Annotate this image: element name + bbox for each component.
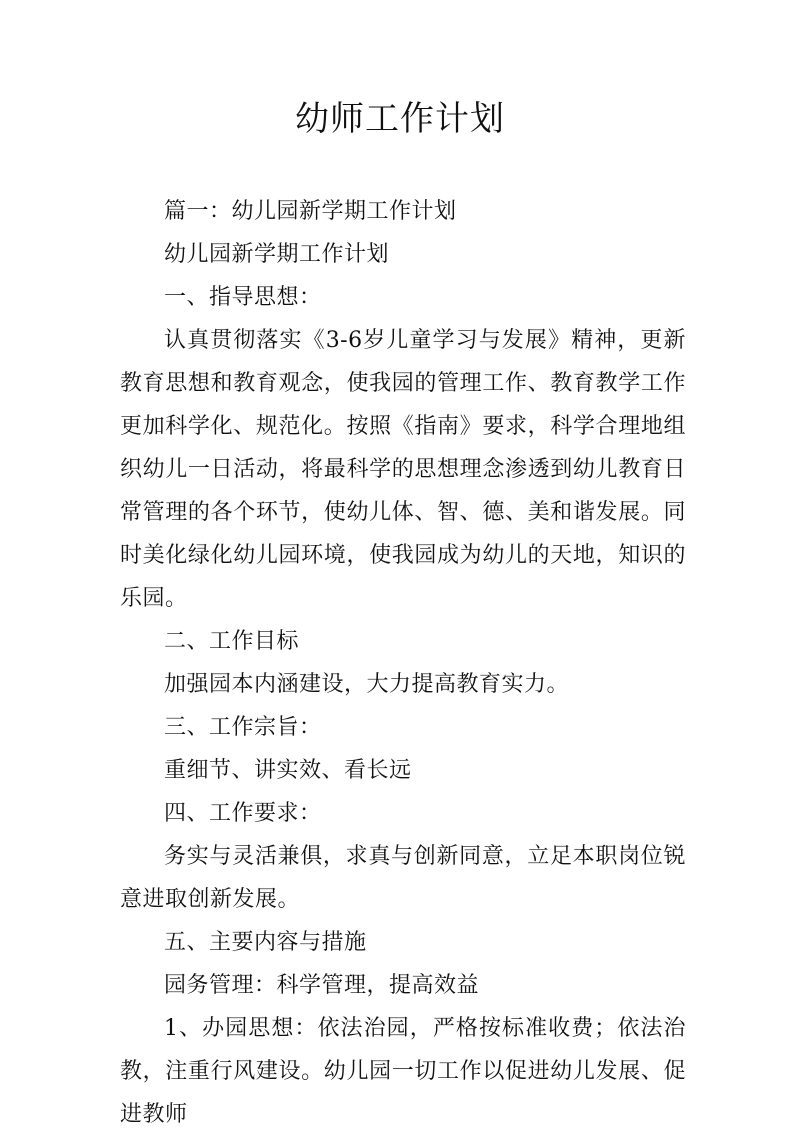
paragraph-work-purpose: 重细节、讲实效、看长远 [164, 758, 412, 783]
plan-subtitle: 幼儿园新学期工作计划 [164, 242, 390, 267]
paragraph-garden-management: 园务管理：科学管理，提高效益 [164, 973, 480, 998]
document-body [120, 190, 686, 1136]
paragraph-work-goal: 加强园本内涵建设，大力提高教育实力。 [164, 672, 570, 697]
document-title: 幼师工作计划 [295, 99, 505, 139]
paragraph-work-requirements: 务实与灵活兼俱，求真与创新同意，立足本职岗位锐意进取创新发展。 [120, 844, 686, 912]
paragraph-school-philosophy: 1、办园思想：依法治园，严格按标准收费；依法治教，注重行风建设。幼儿园一切工作以促进幼儿发展、促进教师 [120, 1016, 686, 1127]
heading-work-purpose: 三、工作宗旨： [164, 715, 322, 740]
heading-main-content: 五、主要内容与措施 [164, 930, 367, 955]
section-heading-part-one: 篇一：幼儿园新学期工作计划 [164, 199, 457, 224]
heading-work-goal: 二、工作目标 [164, 629, 300, 654]
heading-work-requirements: 四、工作要求： [164, 801, 322, 826]
paragraph-guiding-thought: 认真贯彻落实《3-6岁儿童学习与发展》精神，更新教育思想和教育观念，使我园的管理工作、教育教学工作更加科学化、规范化。按照《指南》要求，科学合理地组织幼儿一日活动，将最科学的思想理念渗透到幼儿教育日常管理的各个环节，使幼儿体、智、德、美和谐发展。同时美化绿化幼儿园环境，使我园成为幼儿的天地，知识的乐园。 [120, 328, 686, 611]
heading-guiding-thought: 一、指导思想： [164, 285, 322, 310]
